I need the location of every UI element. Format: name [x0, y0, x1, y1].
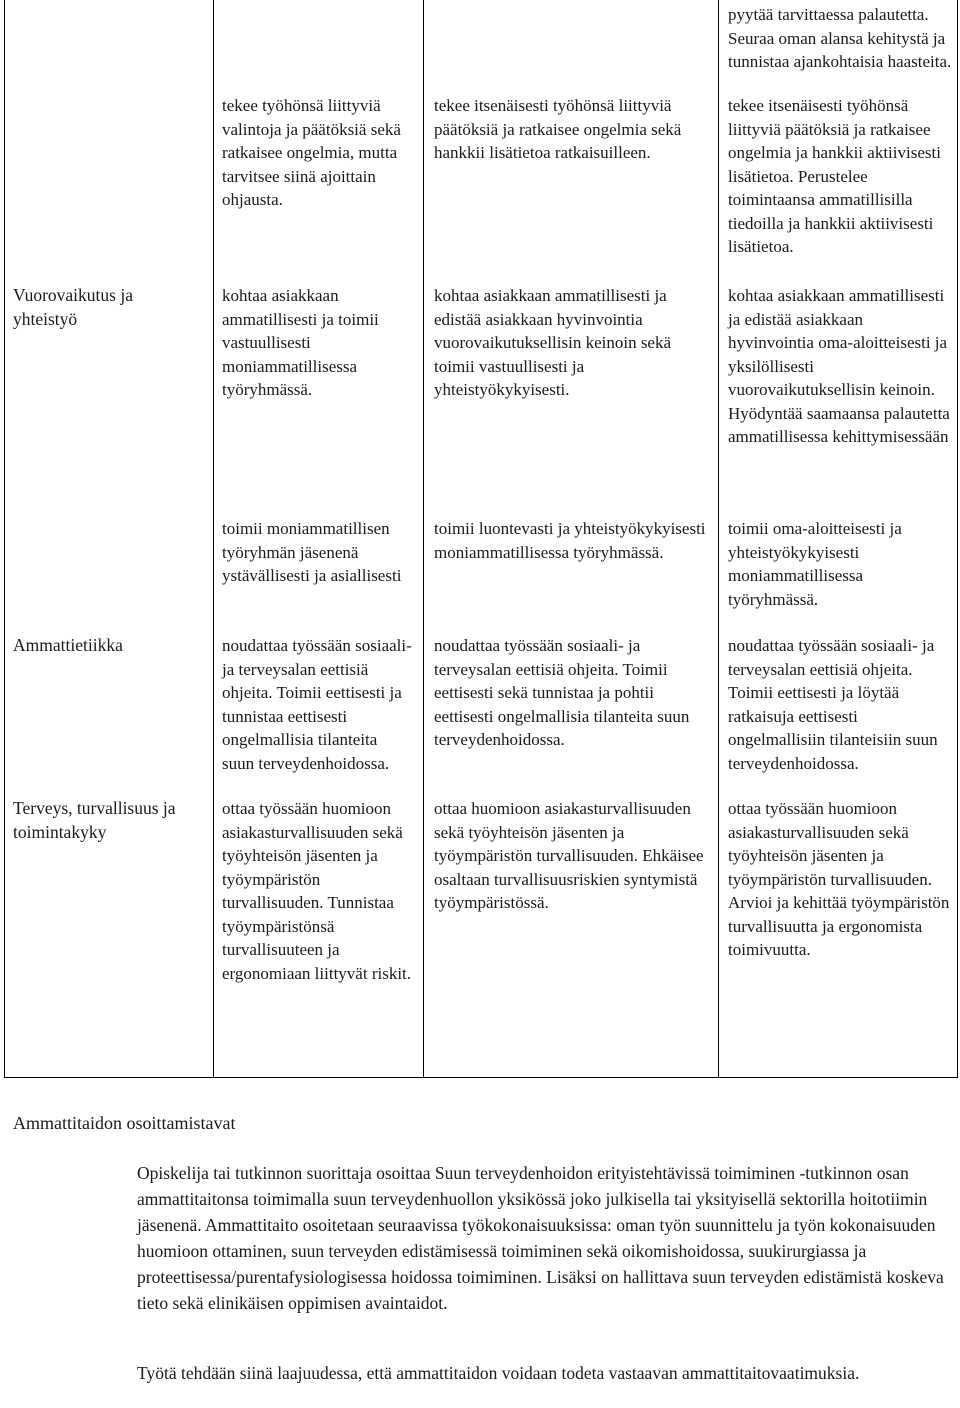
row-label-vuorovaikutus: Vuorovaikutus ja yhteistyö [13, 285, 133, 329]
criteria-cell: noudattaa työssään sosiaali- ja terveysalan eettisiä ohjeita. Toimii eettisesti sekä tunnistaa ja pohtii eettisesti ongelmallisia tilanteita suun terveydenhoidossa. [434, 636, 690, 749]
body-paragraph: Opiskelija tai tutkinnon suorittaja osoittaa Suun terveydenhoidon erityistehtävissä toimiminen -tutkinnon osan ammattitaitonsa toimimalla suun terveydenhuollon yksikössä joko julkisella tai yksityisellä sektorilla hoitotiimin jäsenenä. Ammattitaito osoitetaan seuraavissa työkokonaisuuksissa: oman työn suunnittelu ja työn kokonaisuuden huomioon ottaminen, suun terveyden edistämisessä toimiminen sekä oikomishoidossa, suukirurgiassa ja proteettisessa/purentafysiologisessa hoidossa toimiminen. Lisäksi on hallittava suun terveyden edistämistä koskeva tieto sekä elinikäisen oppimisen avaintaidot. [137, 1163, 944, 1313]
column-divider [718, 0, 719, 1077]
criteria-cell: kohtaa asiakkaan ammatillisesti ja edistää asiakkaan hyvinvointia vuorovaikutuksellisin keinoin sekä toimii vastuullisesti ja yhteistyökykyisesti. [434, 286, 672, 399]
criteria-cell: toimii moniammatillisen työryhmän jäsenenä ystävällisesti ja asiallisesti [222, 519, 402, 585]
criteria-cell: tekee itsenäisesti työhönsä liittyviä päätöksiä ja ratkaisee ongelmia sekä hankkii lisätietoa ratkaisuilleen. [434, 96, 682, 162]
criteria-cell: tekee työhönsä liittyviä valintoja ja päätöksiä sekä ratkaisee ongelmia, mutta tarvitsee siinä ajoittain ohjausta. [222, 96, 401, 209]
row-label-ammattietiikka: Ammattietiikka [13, 635, 123, 655]
criteria-cell: kohtaa asiakkaan ammatillisesti ja toimii vastuullisesti moniammatillisessa työryhmässä. [222, 286, 379, 399]
criteria-cell: ottaa työssään huomioon asiakasturvallisuuden sekä työyhteisön jäsenten ja työympäristön turvallisuuden. Arvioi ja kehittää työympäristön turvallisuutta ja ergonomista toimivuutta. [728, 799, 950, 959]
criteria-cell: pyytää tarvittaessa palautetta. Seuraa oman alansa kehitystä ja tunnistaa ajankohtaisia haasteita. [728, 5, 952, 71]
criteria-cell: toimii oma-aloitteisesti ja yhteistyökykyisesti moniammatillisessa työryhmässä. [728, 519, 902, 609]
section-heading: Ammattitaidon osoittamistavat [13, 1113, 236, 1133]
criteria-cell: ottaa työssään huomioon asiakasturvallisuuden sekä työyhteisön jäsenten ja työympäristön turvallisuuden. Tunnistaa työympäristönsä turvallisuuteen ja ergonomiaan liittyvät riskit. [222, 799, 412, 983]
criteria-cell: kohtaa asiakkaan ammatillisesti ja edistää asiakkaan hyvinvointia oma-aloitteisesti ja yksilöllisesti vuorovaikutuksellisin keinoin. Hyödyntää saamaansa palautetta ammatillisessa kehittymisessään [728, 286, 950, 446]
criteria-cell: toimii luontevasti ja yhteistyökykyisesti moniammatillisessa työryhmässä. [434, 519, 706, 562]
criteria-cell: noudattaa työssään sosiaali- ja terveysalan eettisiä ohjeita. Toimii eettisesti ja löytää ratkaisuja eettisesti ongelmallisiin tilanteisiin suun terveydenhoidossa. [728, 636, 938, 773]
row-label-terveys: Terveys, turvallisuus ja toimintakyky [13, 798, 176, 842]
criteria-cell: ottaa huomioon asiakasturvallisuuden sekä työyhteisön jäsenten ja työympäristön turvallisuuden. Ehkäisee osaltaan turvallisuusriskien syntymistä työympäristössä. [434, 799, 704, 912]
column-divider [423, 0, 424, 1077]
body-paragraph: Työtä tehdään siinä laajuudessa, että ammattitaidon voidaan todeta vastaavan ammattitaitovaatimuksia. [137, 1363, 860, 1383]
column-divider [213, 0, 214, 1077]
criteria-cell: noudattaa työssään sosiaali- ja terveysalan eettisiä ohjeita. Toimii eettisesti ja tunnistaa eettisesti ongelmallisia tilanteita suun terveydenhoidossa. [222, 636, 412, 773]
criteria-cell: tekee itsenäisesti työhönsä liittyviä päätöksiä ja ratkaisee ongelmia ja hankkii aktiivisesti lisätietoa. Perustelee toimintaansa ammatillisilla tiedoilla ja hankkii aktiivisesti lisätietoa. [728, 96, 941, 256]
